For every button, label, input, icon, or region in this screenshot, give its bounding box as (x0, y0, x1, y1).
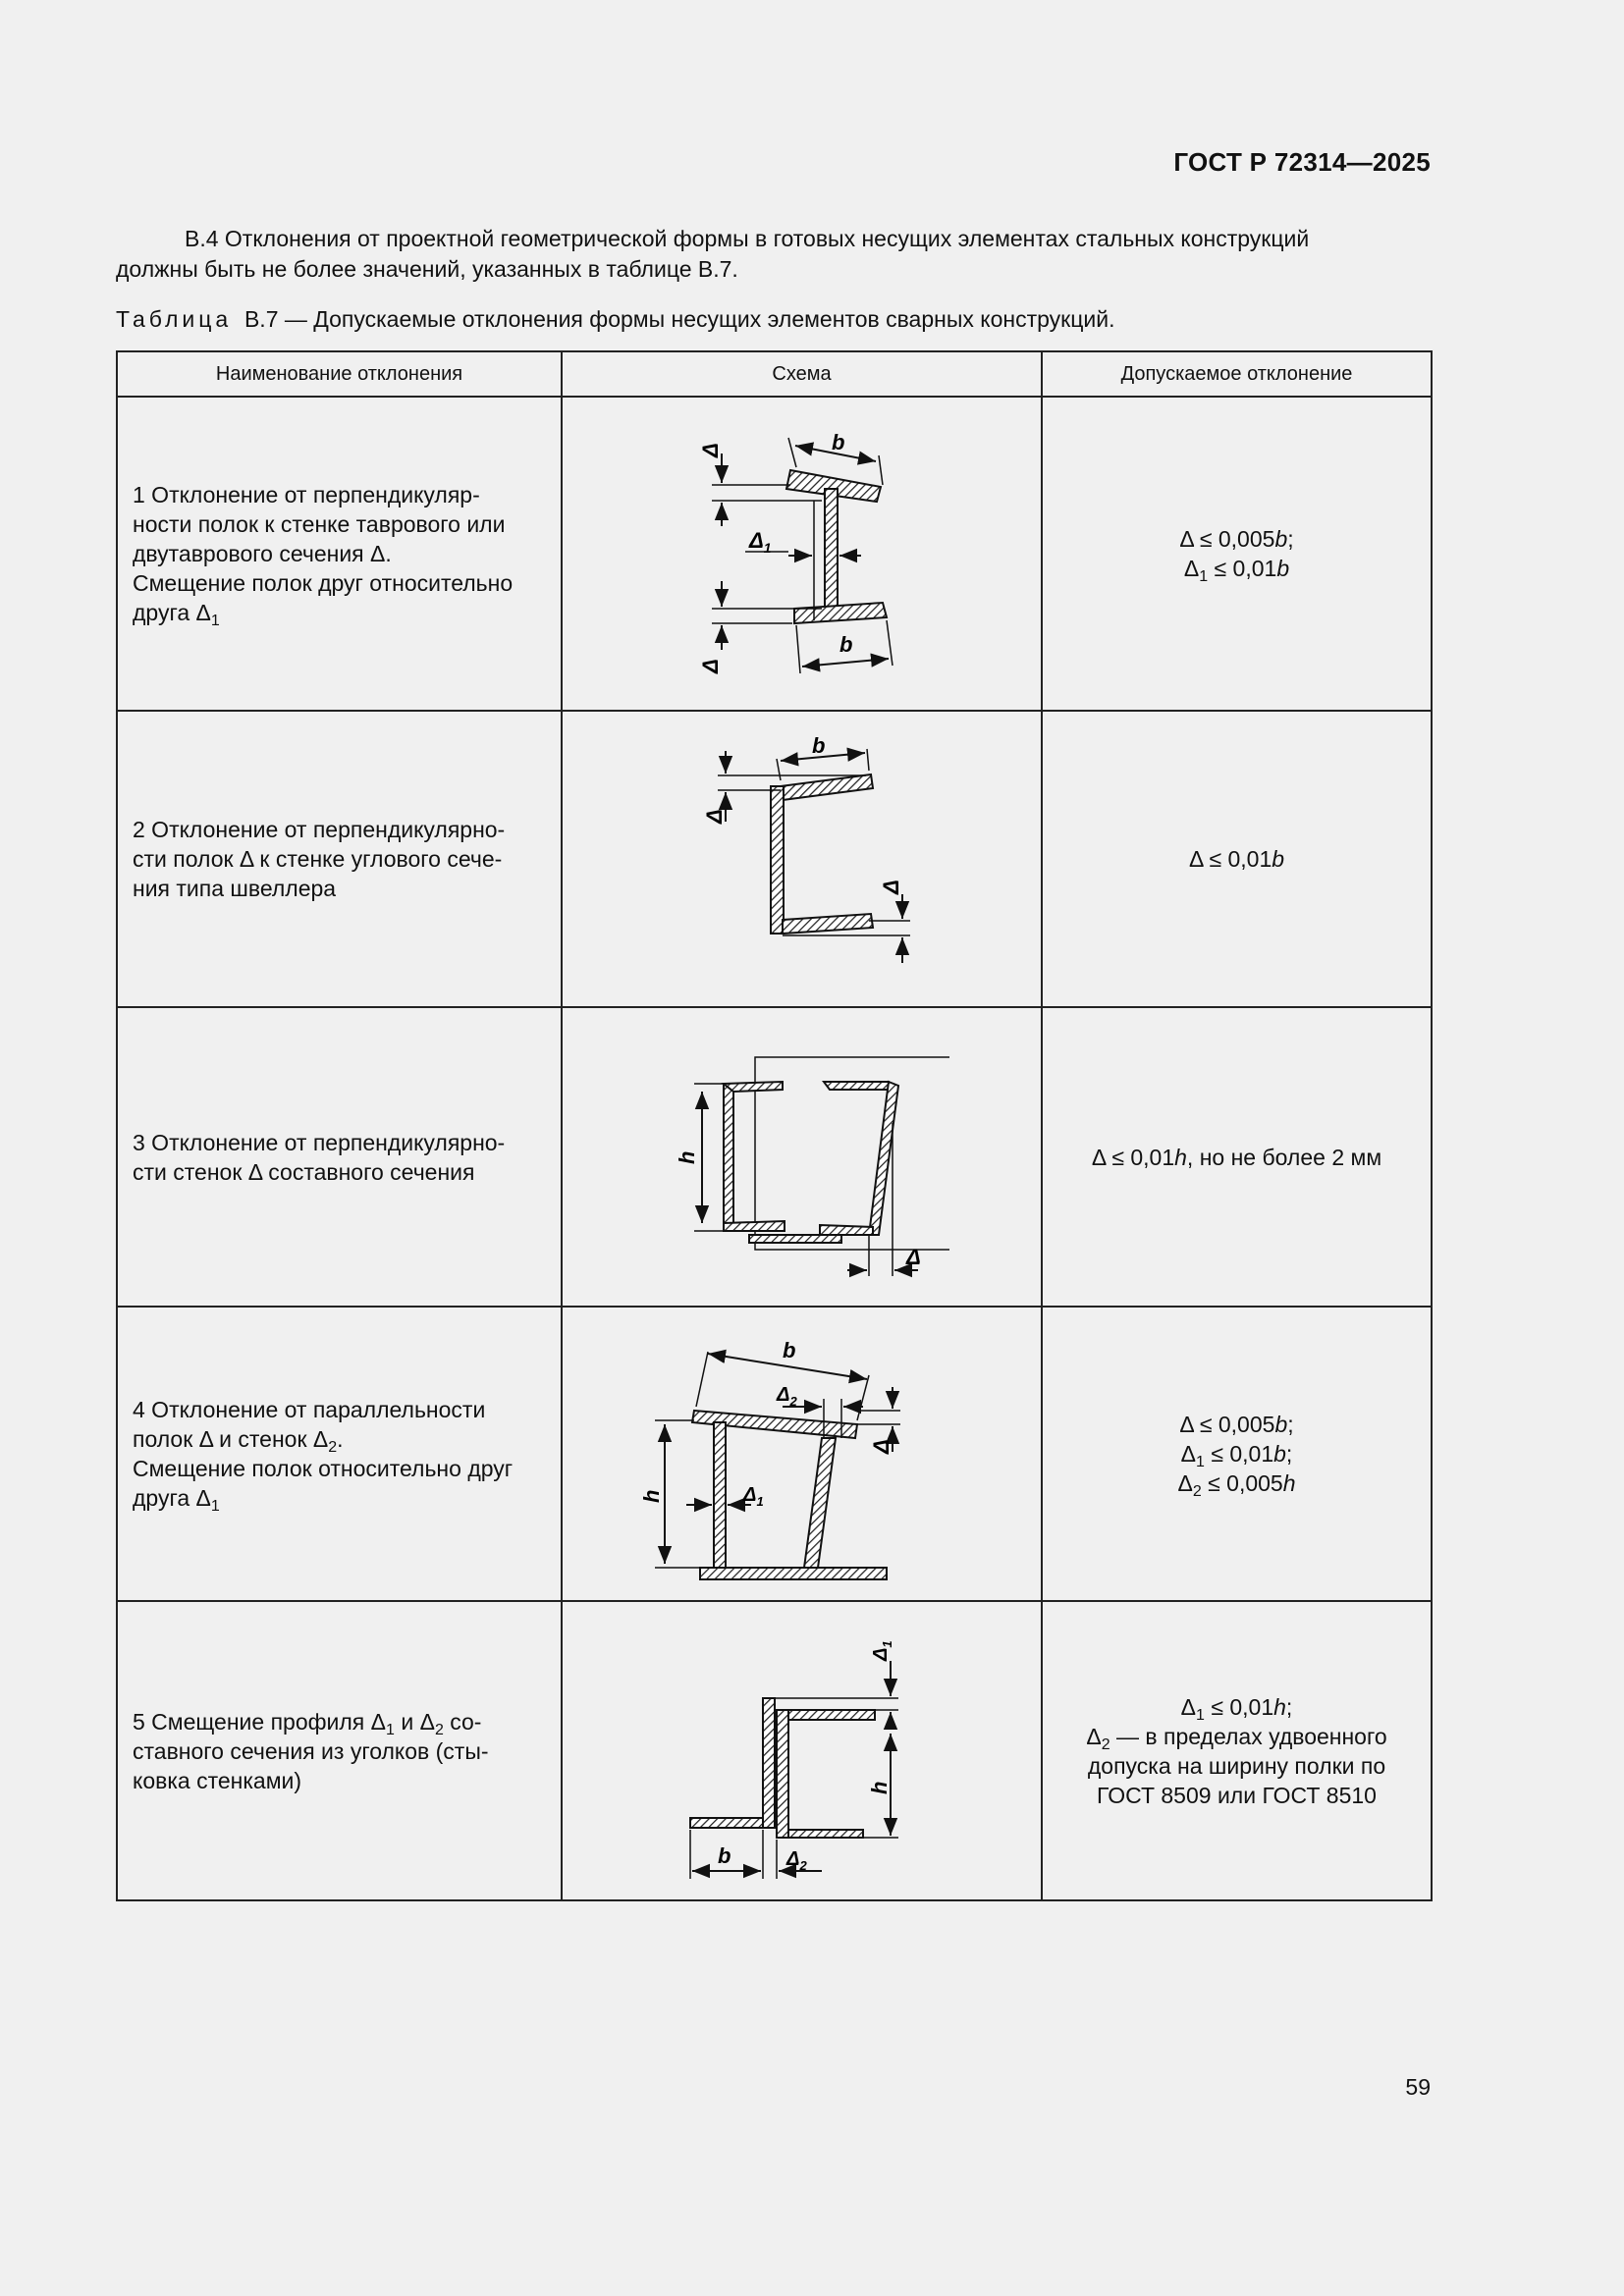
table-row (117, 711, 1432, 1007)
row5-schema (562, 1601, 1042, 1900)
channel-diagram (665, 731, 940, 987)
header-name: Наименование отклонения (117, 351, 562, 397)
svg-text:b: b (782, 1338, 795, 1362)
svg-text:Δ: Δ (878, 880, 903, 894)
table-row (117, 397, 1432, 711)
row2-name: 2 Отклонение от перпендикулярно- сти полок Δ к стенке углового сече- ния типа швеллера (117, 711, 562, 1007)
intro-paragraph (116, 224, 1431, 285)
header-schema: Схема (562, 351, 1042, 397)
table-header-row (117, 351, 1432, 397)
caption-label: Таблица (116, 306, 233, 332)
bottom-flange (794, 603, 887, 623)
header-deviation: Допускаемое отклонение (1042, 351, 1432, 397)
svg-text:Δ: Δ (868, 1439, 893, 1454)
row1-deviation: Δ ≤ 0,005b; $\Delta_1 \le 0,01b$ (1042, 397, 1432, 711)
svg-text:b: b (811, 733, 825, 758)
label-delta-top: Δ (697, 443, 723, 457)
row4-name: 4 Отклонение от параллельности полок Δ и стенок $\Delta_2$. Смещение полок относительно друг друга $\Delta_1$ (117, 1307, 562, 1601)
table-row (117, 1007, 1432, 1307)
row5-deviation: $\Delta_1 \le 0,01h$; $\Delta_2$ — в пределах удвоенного допуска на ширину полки по ГОСТ 8509 или ГОСТ 8510 (1042, 1601, 1432, 1900)
deviations-table (116, 350, 1433, 1901)
table-caption (116, 306, 1114, 333)
row4-deviation: Δ ≤ 0,005b; $\Delta_1 \le 0,01b$; $\Delta_2 \le 0,005h$ (1042, 1307, 1432, 1601)
angle-profile-diagram (655, 1614, 949, 1889)
row3-schema (562, 1007, 1042, 1307)
svg-text:h: h (866, 1781, 892, 1794)
box-section-diagram (655, 1025, 949, 1290)
row3-deviation: Δ ≤ 0,01h, но не более 2 мм (1042, 1007, 1432, 1307)
intro-line-1: В.4 Отклонения от проектной геометрической формы в готовых несущих элементах стальных конструкций (185, 226, 1310, 251)
svg-text:Δ1: $\Delta_1$ (742, 1484, 764, 1509)
svg-text:h: h (638, 1489, 664, 1503)
row4-schema (562, 1307, 1042, 1601)
svg-text:h: h (674, 1150, 699, 1164)
row5-name: 5 Смещение профиля $\Delta_1$ и $\Delta_2$ со- ставного сечения из уголков (сты- ковка стенками) (117, 1601, 562, 1900)
label-delta-bottom: Δ (697, 659, 723, 673)
i-beam-diagram (675, 416, 930, 691)
caption-text: В.7 — Допускаемые отклонения формы несущих элементов сварных конструкций. (244, 306, 1115, 332)
web (825, 489, 838, 609)
row1-name: 1 Отклонение от перпендикуляр- ности полок к стенке таврового или двутаврового сечения Δ. Смещение полок друг относительно друга $\Delta_1$ (117, 397, 562, 711)
row1-schema (562, 397, 1042, 711)
svg-text:Δ2: $\Delta_2$ (776, 1384, 797, 1409)
table-row (117, 1307, 1432, 1601)
label-b-top: b (831, 430, 844, 454)
svg-text:Δ1: $\Delta_1$ (869, 1639, 894, 1661)
row3-name: 3 Отклонение от перпендикулярно- сти стенок Δ составного сечения (117, 1007, 562, 1307)
svg-text:Δ2: $\Delta_2$ (785, 1847, 807, 1873)
label-b-bottom: b (839, 632, 852, 657)
table-row (117, 1601, 1432, 1900)
svg-text:Δ: Δ (701, 809, 727, 824)
page-number: 59 (1405, 2074, 1431, 2100)
label-delta1: $\Delta_1$ (748, 528, 772, 556)
intro-line-2: должны быть не более значений, указанных в таблице В.7. (116, 256, 738, 282)
row2-schema (562, 711, 1042, 1007)
svg-text:Δ: Δ (905, 1244, 921, 1269)
row2-deviation: Δ ≤ 0,01b (1042, 711, 1432, 1007)
parallelism-diagram (635, 1316, 969, 1591)
standard-number: ГОСТ Р 72314—2025 (1173, 147, 1431, 177)
svg-text:b: b (717, 1842, 731, 1868)
